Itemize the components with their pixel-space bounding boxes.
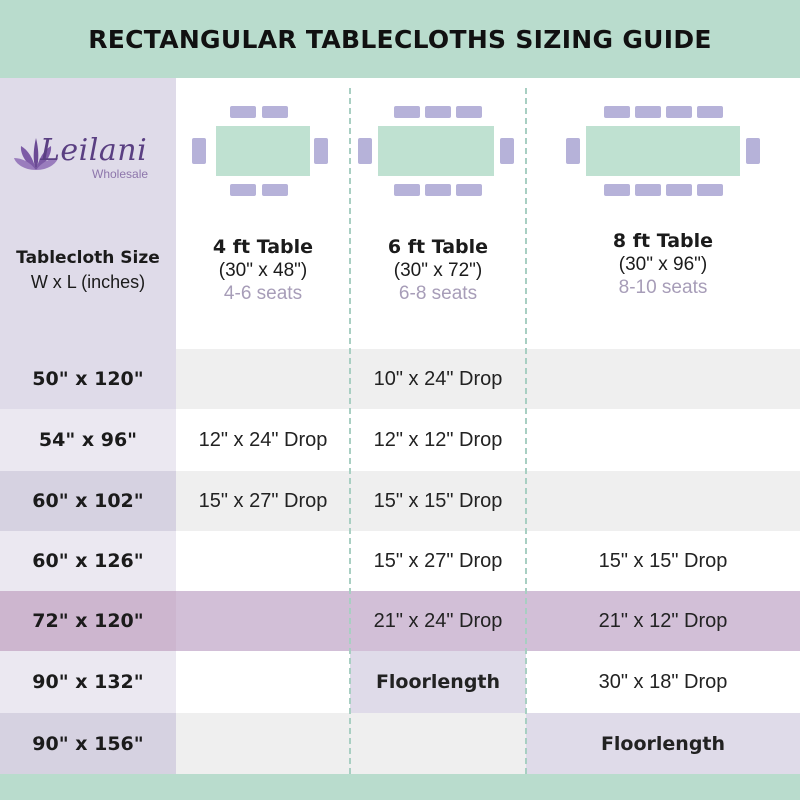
- table-row: [0, 471, 800, 531]
- drop-cell-6ft: 15" x 15" Drop: [350, 471, 526, 531]
- size-header-units: W x L (inches): [30, 272, 146, 292]
- table-dimensions: (30" x 96"): [618, 254, 708, 275]
- row-size-label: 60" x 126": [0, 531, 176, 591]
- row-size-label: 72" x 120": [0, 591, 176, 651]
- size-header-title: Tablecloth Size: [16, 248, 160, 268]
- table-seats: 8-10 seats: [618, 277, 708, 298]
- drop-cell-6ft: 12" x 12" Drop: [373, 428, 503, 451]
- sizing-guide-panel: [0, 78, 800, 774]
- drop-cell-4ft: [176, 713, 350, 774]
- table-name: 8 ft Table: [612, 230, 714, 252]
- drop-cell-6ft: Floorlength: [350, 651, 526, 713]
- table-row: [0, 349, 800, 409]
- table-seats: 6-8 seats: [398, 283, 478, 304]
- table-8ft-icon: [564, 104, 764, 200]
- table-row: [0, 531, 800, 591]
- drop-cell-4ft: [176, 591, 350, 651]
- row-size-label: 90" x 156": [0, 713, 176, 774]
- table-header-8ft: [526, 230, 800, 299]
- drop-cell-6ft: 15" x 27" Drop: [373, 549, 503, 572]
- drop-cell-8ft: 30" x 18" Drop: [598, 670, 728, 693]
- table-header-6ft: [350, 236, 526, 305]
- brand-tagline: Wholesale: [92, 167, 149, 181]
- drop-cell-8ft: 21" x 12" Drop: [526, 591, 800, 651]
- row-size-label: 60" x 102": [0, 471, 176, 531]
- table-name: 6 ft Table: [387, 236, 489, 258]
- table-row: [0, 713, 800, 774]
- drop-cell-6ft: 21" x 24" Drop: [350, 591, 526, 651]
- column-divider: [525, 88, 527, 774]
- row-size-label: 50" x 120": [0, 349, 176, 409]
- table-header-4ft: [176, 236, 350, 305]
- row-size-label: 54" x 96": [0, 409, 176, 471]
- table-row: [0, 651, 800, 713]
- size-column-header: [0, 248, 176, 293]
- drop-cell-4ft: [176, 349, 350, 409]
- drop-cell-4ft: [176, 651, 350, 713]
- drop-cell-8ft: [526, 409, 800, 471]
- drop-cell-8ft: 15" x 15" Drop: [598, 549, 728, 572]
- brand-name: Leilani: [40, 133, 148, 168]
- table-4ft-icon: [190, 104, 330, 200]
- drop-cell-4ft: [176, 531, 350, 591]
- column-divider: [349, 88, 351, 774]
- drop-cell-8ft: Floorlength: [526, 713, 800, 774]
- drop-cell-8ft: [526, 349, 800, 409]
- drop-cell-6ft: 10" x 24" Drop: [350, 349, 526, 409]
- table-dimensions: (30" x 48"): [218, 260, 308, 281]
- table-row: [0, 591, 800, 651]
- drop-cell-8ft: [526, 471, 800, 531]
- drop-cell-4ft: 12" x 24" Drop: [198, 428, 328, 451]
- row-size-label: 90" x 132": [0, 651, 176, 713]
- table-6ft-icon: [356, 104, 522, 200]
- table-row: [0, 409, 800, 471]
- table-dimensions: (30" x 72"): [393, 260, 483, 281]
- drop-cell-6ft: [350, 713, 526, 774]
- drop-cell-4ft: 15" x 27" Drop: [176, 471, 350, 531]
- page-title: RECTANGULAR TABLECLOTHS SIZING GUIDE: [88, 24, 712, 54]
- table-name: 4 ft Table: [212, 236, 314, 258]
- table-seats: 4-6 seats: [223, 283, 303, 304]
